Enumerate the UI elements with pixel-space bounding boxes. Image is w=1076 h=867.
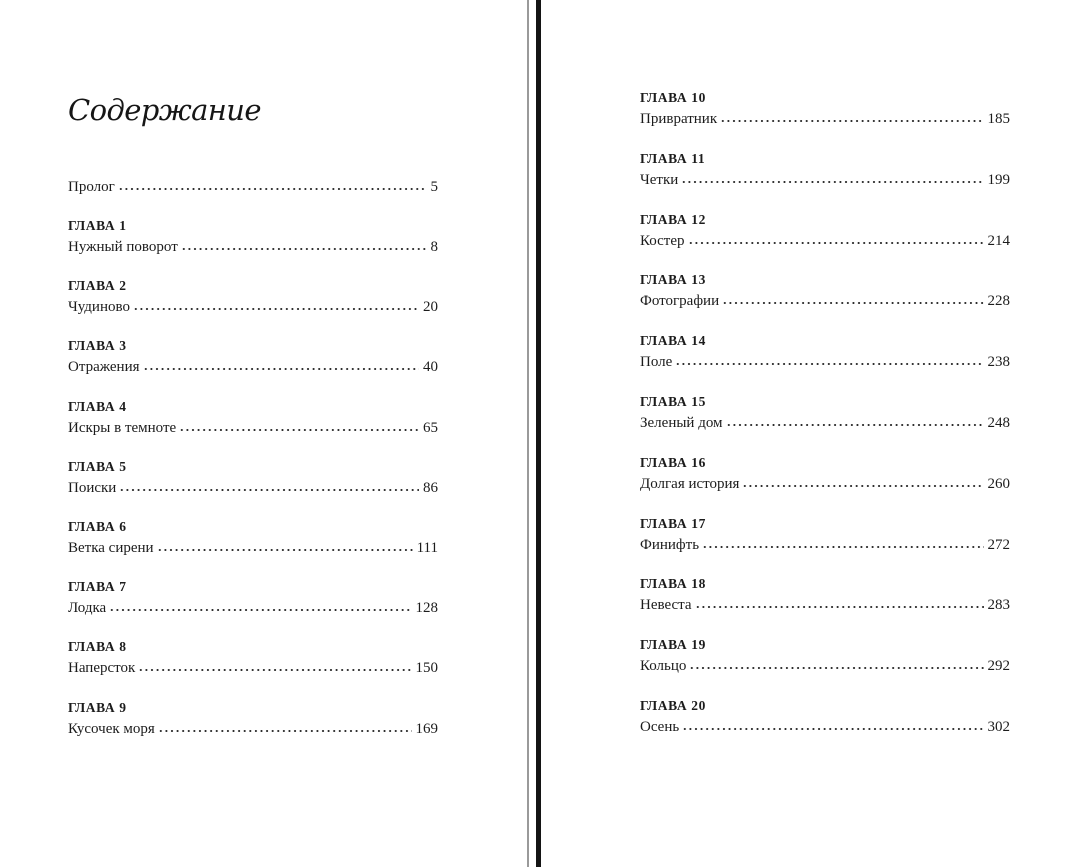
chapter-entry [640, 534, 1010, 556]
dot-leader [109, 608, 411, 612]
chapter-title: Четки [640, 171, 679, 188]
dot-leader [689, 666, 983, 670]
chapter-title: Чудиново [68, 299, 130, 316]
toc-list-left [68, 176, 438, 758]
chapter-block [640, 696, 1010, 757]
chapter-title: Нужный поворот [68, 239, 178, 255]
chapter-entry [68, 537, 438, 559]
chapter-block [68, 216, 438, 276]
page-gutter-shadow [527, 0, 529, 867]
dot-leader [158, 729, 412, 733]
dot-leader [119, 488, 419, 492]
chapter-title: Долгая история [640, 475, 740, 492]
chapter-title: Поиски [68, 479, 117, 496]
chapter-block [640, 88, 1010, 149]
dot-leader [118, 187, 427, 191]
chapter-entry [640, 230, 1010, 252]
chapter-entry [640, 351, 1010, 373]
dot-leader [675, 362, 983, 366]
chapter-entry [640, 655, 1010, 677]
dot-leader [722, 301, 983, 305]
chapter-label: ГЛАВА 7 [68, 579, 127, 595]
page-number: 248 [987, 414, 1010, 431]
dot-leader [688, 241, 984, 245]
dot-leader [143, 367, 419, 371]
chapter-label: ГЛАВА 13 [640, 272, 706, 288]
chapter-label: ГЛАВА 20 [640, 697, 706, 713]
chapter-entry [640, 716, 1010, 738]
chapter-entry [68, 718, 438, 740]
chapter-title: Невеста [640, 597, 692, 614]
page-number: 169 [415, 720, 438, 737]
chapter-block [640, 331, 1010, 392]
chapter-label: ГЛАВА 12 [640, 211, 706, 227]
chapter-title: Кольцо [640, 658, 687, 675]
chapter-title: Осень [640, 718, 680, 735]
chapter-label: ГЛАВА 17 [640, 515, 706, 531]
prologue-title: Пролог [68, 179, 115, 195]
chapter-title: Финифть [640, 536, 700, 553]
chapter-entry [68, 477, 438, 499]
page-number: 86 [423, 479, 438, 496]
chapter-block [640, 392, 1010, 453]
chapter-entry [640, 169, 1010, 191]
chapter-title: Поле [640, 354, 673, 371]
chapter-block [68, 276, 438, 336]
chapter-entry [640, 412, 1010, 434]
chapter-label: ГЛАВА 19 [640, 637, 706, 653]
right-page [541, 0, 1076, 867]
page-number: 272 [987, 536, 1010, 553]
chapter-title: Кусочек моря [68, 720, 155, 737]
chapter-entry [68, 356, 438, 378]
chapter-label: ГЛАВА 15 [640, 393, 706, 409]
chapter-entry [640, 473, 1010, 495]
toc-title: Содержание [68, 93, 261, 127]
left-page [0, 0, 527, 867]
page-number: 111 [416, 539, 438, 556]
page-number: 128 [415, 600, 438, 617]
page-number: 40 [423, 359, 438, 376]
page-number: 292 [987, 658, 1010, 675]
chapter-entry [68, 236, 438, 258]
chapter-entry [640, 594, 1010, 616]
chapter-block [640, 149, 1010, 210]
chapter-block [68, 517, 438, 577]
dot-leader [181, 247, 427, 251]
chapter-block [68, 698, 438, 758]
page-number: 199 [987, 171, 1010, 188]
chapter-entry [68, 296, 438, 318]
chapter-title: Лодка [68, 600, 107, 617]
chapter-label: ГЛАВА 10 [640, 90, 706, 105]
right-column [640, 0, 1010, 867]
chapter-label: ГЛАВА 1 [68, 218, 127, 233]
chapter-block [640, 574, 1010, 635]
chapter-block [640, 210, 1010, 271]
chapter-label: ГЛАВА 8 [68, 639, 127, 655]
chapter-label: ГЛАВА 18 [640, 576, 706, 592]
chapter-label: ГЛАВА 4 [68, 398, 127, 414]
chapter-entry [68, 597, 438, 619]
page-number: 228 [987, 293, 1010, 310]
dot-leader [702, 545, 983, 549]
page-number: 20 [423, 299, 438, 316]
chapter-block [68, 336, 438, 396]
left-column [68, 0, 438, 867]
dot-leader [720, 119, 983, 123]
chapter-block [640, 453, 1010, 514]
chapter-block [68, 577, 438, 637]
page-number: 283 [987, 597, 1010, 614]
page-number: 185 [987, 111, 1010, 127]
chapter-block [640, 514, 1010, 575]
dot-leader [726, 423, 984, 427]
chapter-label: ГЛАВА 11 [640, 150, 706, 166]
chapter-entry [68, 417, 438, 439]
toc-entry-prologue [68, 176, 438, 198]
chapter-entry [640, 290, 1010, 312]
chapter-entry [640, 108, 1010, 130]
page-number: 238 [987, 354, 1010, 371]
page-number: 260 [987, 475, 1010, 492]
chapter-title: Искры в темноте [68, 419, 177, 436]
dot-leader [133, 307, 419, 311]
dot-leader [179, 428, 419, 432]
dot-leader [695, 605, 984, 609]
dot-leader [138, 668, 411, 672]
chapter-label: ГЛАВА 16 [640, 454, 706, 470]
chapter-block [640, 270, 1010, 331]
page-number: 65 [423, 419, 438, 436]
chapter-entry [68, 657, 438, 679]
chapter-title: Ветка сирени [68, 539, 154, 556]
chapter-label: ГЛАВА 14 [640, 333, 706, 349]
chapter-label: ГЛАВА 5 [68, 458, 127, 474]
chapter-title: Отражения [68, 359, 140, 376]
chapter-title: Костер [640, 232, 685, 249]
dot-leader [742, 484, 983, 488]
chapter-title: Фотографии [640, 293, 720, 310]
page-number: 302 [987, 718, 1010, 735]
chapter-label: ГЛАВА 6 [68, 518, 127, 534]
chapter-label: ГЛАВА 9 [68, 699, 127, 715]
chapter-label: ГЛАВА 2 [68, 278, 127, 294]
chapter-block [640, 635, 1010, 696]
dot-leader [681, 180, 983, 184]
chapter-title: Привратник [640, 111, 718, 127]
chapter-block [68, 637, 438, 697]
chapter-block [68, 457, 438, 517]
page-number: 5 [430, 179, 438, 195]
dot-leader [157, 548, 413, 552]
chapter-label: ГЛАВА 3 [68, 338, 127, 354]
chapter-title: Наперсток [68, 660, 136, 677]
page-number: 150 [415, 660, 438, 677]
page-number: 8 [430, 239, 438, 255]
page-number: 214 [987, 232, 1010, 249]
chapter-title: Зеленый дом [640, 414, 723, 431]
toc-list-right [640, 88, 1010, 757]
chapter-block [68, 397, 438, 457]
dot-leader [682, 727, 983, 731]
